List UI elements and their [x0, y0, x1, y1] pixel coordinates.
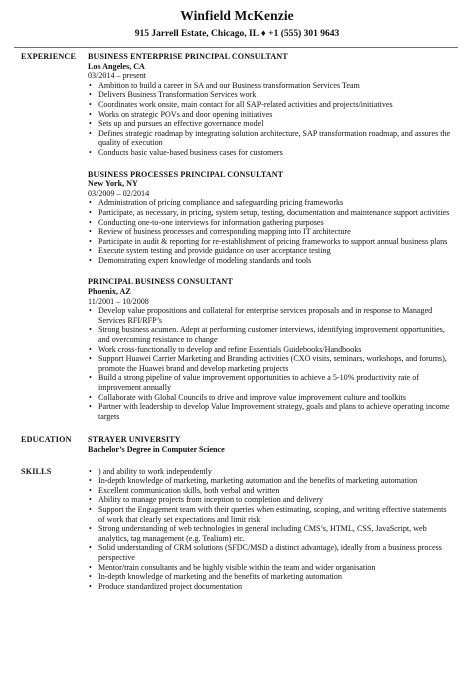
skill-item: • In-depth knowledge of marketing, marketing automation and the benefits of marketing automation — [88, 476, 452, 486]
job-location: Los Angeles, CA — [88, 61, 145, 71]
skill-item: • In-depth knowledge of marketing and the benefits of marketing automation — [88, 572, 452, 582]
bullet-item: • Work cross-functionally to develop and refine Essentials Guidebooks/Handbooks — [88, 345, 452, 355]
header-divider — [14, 47, 458, 48]
bullet-item: • Participate, as necessary, in pricing, system setup, testing, documentation and maintenance support activities — [88, 208, 452, 218]
job-bullets — [88, 81, 452, 158]
bullet-item: • Collaborate with Global Councils to drive and improve value improvement culture and toolkits — [88, 393, 452, 403]
bullet-item: • Ambition to build a career in SA and our Business transformation Services Team — [88, 81, 452, 91]
job-dates: 11/2001 – 10/2008 — [88, 296, 149, 306]
job-title: BUSINESS ENTERPRISE PRINCIPAL CONSULTANT — [88, 52, 288, 61]
education-heading: EDUCATION — [21, 435, 72, 445]
experience-heading: EXPERIENCE — [21, 52, 77, 61]
job-bullets — [88, 198, 452, 265]
job-entry — [88, 277, 452, 421]
bullet-item: • Support Huawei Carrier Marketing and Branding activities (CXO visits, seminars, workshops, and forums), promote the Huawei brand and develop marketing projects — [88, 354, 452, 373]
job-location: New York, NY — [88, 179, 138, 189]
bullet-item: • Build a strong pipeline of value improvement opportunities to achieve a 5-10% productivity rate of improvement annually — [88, 373, 452, 392]
bullet-item: • Review of business processes and corresponding mapping into IT architecture — [88, 227, 452, 237]
bullet-item: • Administration of pricing compliance and safeguarding pricing frameworks — [88, 198, 452, 208]
job-entry — [88, 170, 452, 266]
education-section — [0, 435, 474, 454]
job-dates: 03/2014 – present — [88, 71, 146, 81]
job-title: BUSINESS PROCESSES PRINCIPAL CONSULTANT — [88, 169, 284, 179]
job-bullets — [88, 306, 452, 421]
skills-list — [88, 467, 452, 592]
job-location: Phoenix, AZ — [88, 287, 131, 297]
skill-item: • Excellent communication skills, both verbal and written — [88, 486, 452, 496]
resume-header — [0, 0, 474, 40]
degree: Bachelor’s Degree in Computer Science — [88, 444, 225, 454]
skill-item: • Strong understanding of web technologies in general including CMS’s, HTML, CSS, JavaScript, web analytics, tag management (e.g. Tealium) etc. — [88, 524, 452, 543]
skill-item: • ) and ability to work independently — [88, 467, 452, 477]
skills-heading: SKILLS — [21, 466, 52, 476]
school-name: STRAYER UNIVERSITY — [88, 435, 181, 445]
bullet-item: • Defines strategic roadmap by integrating solution architecture, SAP transformation roadmap, and assures the quality of execution — [88, 129, 452, 148]
skill-item: • Produce standardized project documentation — [88, 582, 452, 592]
bullet-item: • Delivers Business Transformation Services work — [88, 90, 452, 100]
bullet-item: • Coordinates work onsite, main contact for all SAP-related activities and projects/initiatives — [88, 100, 452, 110]
job-dates: 03/2009 – 02/2014 — [88, 188, 150, 198]
bullet-item: • Conducting one-to-one interviews for information gathering purposes — [88, 218, 452, 228]
job-title: PRINCIPAL BUSINESS CONSULTANT — [88, 277, 233, 287]
candidate-name: Winfield McKenzie — [180, 8, 294, 23]
bullet-item: • Demonstrating expert knowledge of modeling standards and tools — [88, 256, 452, 266]
bullet-item: • Sets up and pursues an effective governance model — [88, 119, 452, 129]
skills-section — [0, 467, 474, 592]
job-entry — [88, 52, 452, 158]
bullet-item: • Conducts basic value-based business cases for customers — [88, 148, 452, 158]
bullet-item: • Execute system testing and provide guidance on user acceptance testing — [88, 246, 452, 256]
resume-body — [0, 52, 474, 591]
experience-section — [0, 52, 474, 421]
bullet-item: • Works on strategic POVs and door opening initiatives — [88, 110, 452, 120]
skill-item: • Solid understanding of CRM solutions (SFDC/MSD a distinct advantage), ideally from a business process perspective — [88, 543, 452, 562]
bullet-item: • Participate in audit & reporting for re-establishment of pricing frameworks to support annual business plans — [88, 237, 452, 247]
skill-item: • Mentor/train consultants and be highly visible within the team and wider organisation — [88, 563, 452, 573]
bullet-item: • Develop value propositions and collateral for enterprise services proposals and in response to Managed Services RFI/RFP’s — [88, 306, 452, 325]
skill-item: • Ability to manage projects from inception to completion and delivery — [88, 495, 452, 505]
skill-item: • Support the Engagement team with their queries when estimating, scoping, and writing effective statements of work that clearly set expectations and limit risk — [88, 505, 452, 524]
bullet-item: • Partner with leadership to develop Value Improvement strategy, goals and plans to achieve operating income targets — [88, 402, 452, 421]
bullet-item: • Strong business acumen. Adept at performing customer interviews, identifying improvement opportunities, and overcoming resistance to change — [88, 325, 452, 344]
contact-line: 915 Jarrell Estate, Chicago, IL ♦ +1 (555) 301 9643 — [134, 29, 340, 39]
